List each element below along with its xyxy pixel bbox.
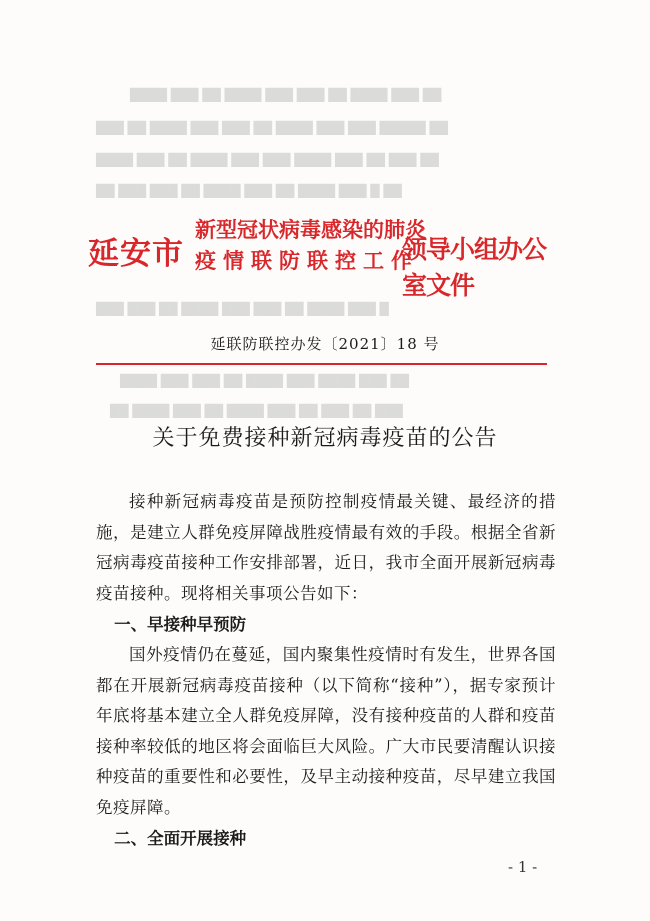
page-number: - 1 - [508,858,538,876]
red-divider [96,363,547,365]
section-heading-1: 一、早接种早预防 [114,615,247,634]
intro-paragraph: 接种新冠病毒疫苗是预防控制疫情最关键、最经济的措施，是建立人群免疫屏障战胜疫情最有效的手段。根据全省新冠病毒疫苗接种工作安排部署，近日，我市全面开展新冠病毒疫苗接种。现将相关事项公告如下： [96,492,556,603]
section-heading-2: 二、全面开展接种 [114,829,247,848]
document-number: 延联防联控办发〔2021〕18 号 [210,335,440,353]
letterhead-city: 延安市 [88,236,184,272]
document-title: 关于免费接种新冠病毒疫苗的公告 [152,426,498,451]
letterhead-line1: 新型冠状病毒感染的肺炎 [195,217,426,242]
letterhead-line2: 疫情联防联控工作 [195,248,419,273]
document-body [96,487,556,854]
letterhead-suffix: 领导小组办公室文件 [402,235,547,300]
bleed-through-text: ████ ███ ██ ████ ███ ███ ██ ████ ███ ██ ███ ██ ████ ███ ███ ██ ████ ███ ███ █████ ██ ████ ███ ██ ████ ███ ███ ████ ███ ██ ███ ██ ██ ███ ███ ██ ████ ███ ██ ████ ███ █ ██ ███ ███ ██ ████ ███ ███ ██ ████ ███ █ ████ ███ ███ ██ ████ ███ ████ ███ ██ ██ ████ ███ ██ ████ ███ ██ ███ ██ ███ [96,88,448,418]
section-paragraph-1: 国外疫情仍在蔓延，国内聚集性疫情时有发生，世界各国都在开展新冠病毒疫苗接种（以下简称“接种”），据专家预计年底将基本建立全人群免疫屏障，没有接种疫苗的人群和疫苗接种率较低的地区将会面临巨大风险。广大市民要清醒认识接种疫苗的重要性和必要性，及早主动接种疫苗，尽早建立我国免疫屏障。 [96,645,556,817]
letterhead [88,214,568,300]
